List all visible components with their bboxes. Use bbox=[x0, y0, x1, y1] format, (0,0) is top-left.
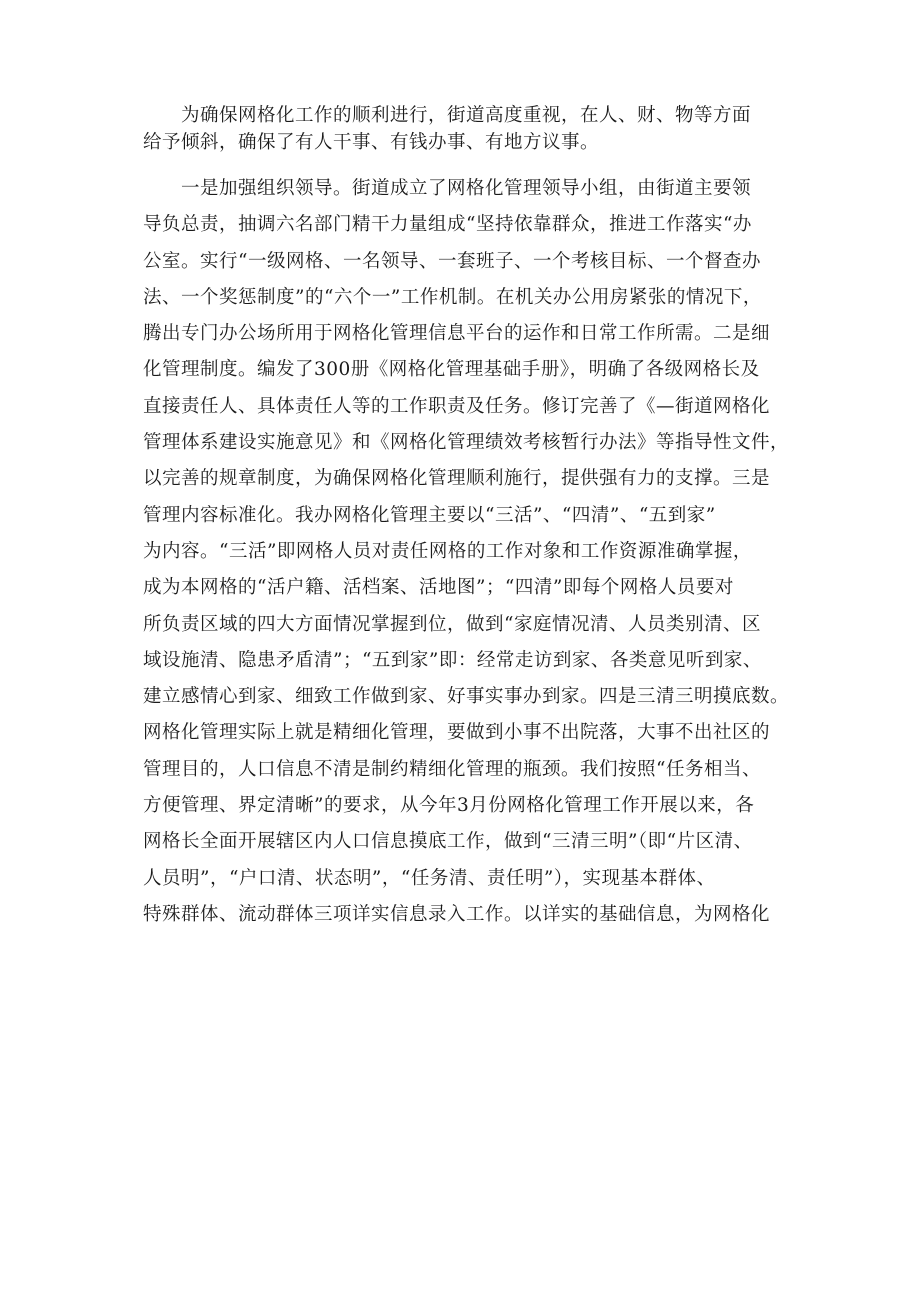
body-paragraph bbox=[143, 171, 793, 933]
text-line: 管理体系建设实施意见》和《网格化管理绩效考核暂行办法》等指导性文件， bbox=[143, 432, 790, 454]
intro-paragraph bbox=[143, 102, 793, 156]
text-line: 管理内容标准化。我办网格化管理主要以“三活”、“四清”、“五到家” bbox=[143, 504, 716, 526]
text-line: 特殊群体、流动群体三项详实信息录入工作。以详实的基础信息，为网格化 bbox=[143, 903, 771, 925]
text-line: 网格长全面开展辖区内人口信息摸底工作，做到“三清三明”（即“片区清、 bbox=[143, 831, 753, 853]
text-line: 给予倾斜，确保了有人干事、有钱办事、有地方议事。 bbox=[143, 132, 600, 153]
text-line: 所负责区域的四大方面情况掌握到位，做到“家庭情况清、人员类别清、区 bbox=[143, 613, 761, 635]
text-line: 人员明”，“户口清、状态明”，“任务清、责任明”），实现基本群体、 bbox=[143, 867, 716, 889]
text-line: 腾出专门办公场所用于网格化管理信息平台的运作和日常工作所需。二是细 bbox=[143, 323, 771, 345]
text-line: 为确保网格化工作的顺利进行，街道高度重视，在人、财、物等方面 bbox=[181, 105, 752, 126]
text-line: 一是加强组织领导。街道成立了网格化管理领导小组，由街道主要领 bbox=[181, 178, 752, 199]
text-line: 成为本网格的“活户籍、活档案、活地图”；“四清”即每个网格人员要对 bbox=[143, 577, 734, 599]
text-line: 导负总责，抽调六名部门精干力量组成“坚持依靠群众，推进工作落实“办 bbox=[143, 214, 752, 236]
text-line: 网格化管理实际上就是精细化管理，要做到小事不出院落，大事不出社区的 bbox=[143, 722, 771, 744]
text-line: 以完善的规章制度，为确保网格化管理顺利施行，提供强有力的支撑。三是 bbox=[143, 468, 771, 490]
text-line: 直接责任人、具体责任人等的工作职责及任务。修订完善了《—街道网格化 bbox=[143, 395, 771, 417]
text-line: 为内容。“三活”即网格人员对责任网格的工作对象和工作资源准确掌握， bbox=[143, 540, 752, 562]
text-line: 法、一个奖惩制度”的“六个一”工作机制。在机关办公用房紧张的情况下， bbox=[143, 286, 762, 308]
text-line: 化管理制度。编发了300册《网格化管理基础手册》，明确了各级网格长及 bbox=[143, 359, 760, 381]
text-line: 方便管理、界定清晰”的要求，从今年3月份网格化管理工作开展以来，各 bbox=[143, 795, 755, 817]
text-line: 域设施清、隐患矛盾清”；“五到家”即：经常走访到家、各类意见听到家、 bbox=[143, 649, 762, 671]
text-line: 管理目的，人口信息不清是制约精细化管理的瓶颈。我们按照“任务相当、 bbox=[143, 758, 761, 780]
text-line: 建立感情心到家、细致工作做到家、好事实事办到家。四是三清三明摸底数。 bbox=[143, 686, 790, 708]
text-line: 公室。实行“一级网格、一名领导、一套班子、一个考核目标、一个督查办 bbox=[143, 250, 761, 272]
